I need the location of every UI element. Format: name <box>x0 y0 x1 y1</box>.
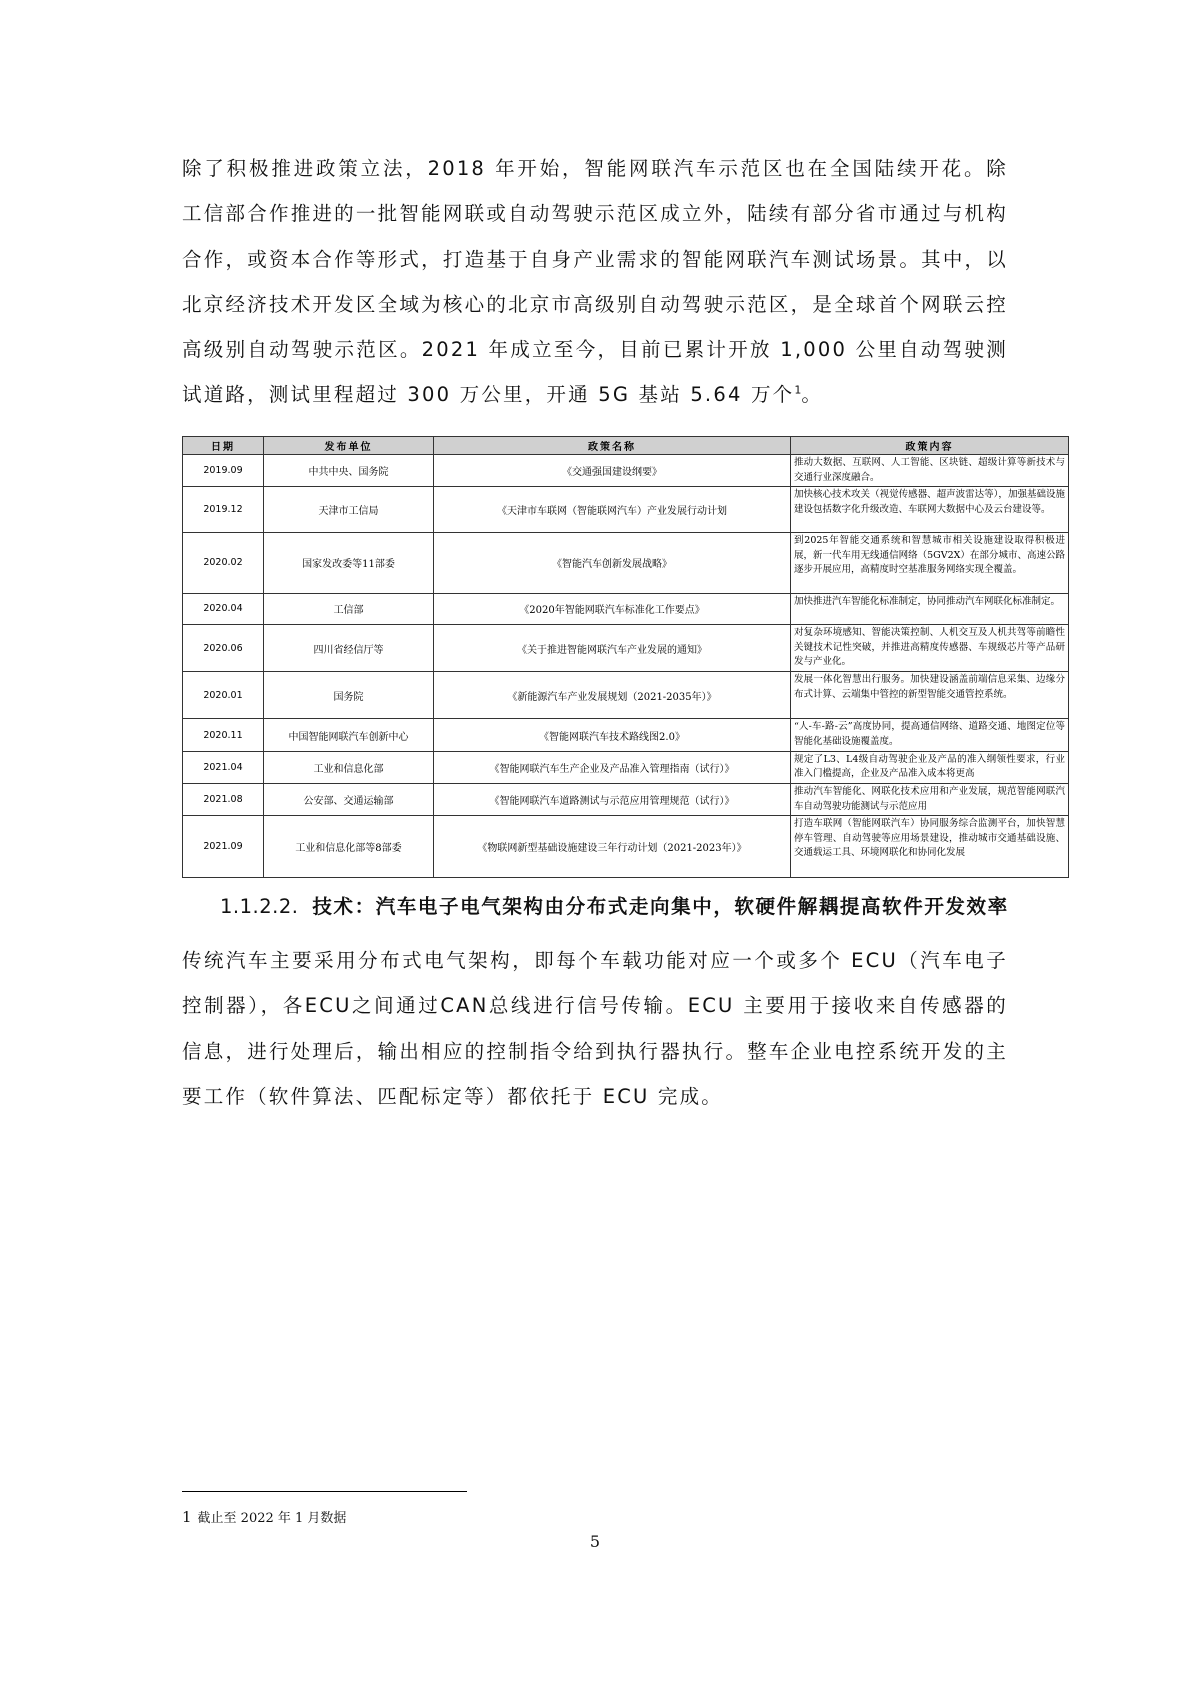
section-number: 1.1.2.2. <box>220 895 299 918</box>
table-row <box>183 719 1069 751</box>
cell-policy-name: 《天津市车联网（智能联网汽车）产业发展行动计划 <box>434 487 791 533</box>
cell-issuer: 公安部、交通运输部 <box>264 784 434 816</box>
cell-policy-name: 《交通强国建设纲要》 <box>434 455 791 487</box>
cell-issuer: 国务院 <box>264 672 434 719</box>
cell-policy-name: 《2020年智能网联汽车标准化工作要点》 <box>434 593 791 624</box>
cell-policy-content: 加快推进汽车智能化标准制定，协同推动汽车网联化标准制定。 <box>791 593 1069 624</box>
table-row <box>183 816 1069 878</box>
footnote-text: 截止至 2022 年 1 月数据 <box>197 1511 347 1526</box>
footnote-number: 1 <box>182 1508 192 1526</box>
intro-paragraph: 除了积极推进政策立法，2018 年开始，智能网联汽车示范区也在全国陆续开花。除工信部合作推进的一批智能网联或自动驾驶示范区成立外，陆续有部分省市通过与机构合作，或资本合作等形式，打造基于自身产业需求的智能网联汽车测试场景。其中，以北京经济技术开发区全域为核心的北京市高级别自动驾驶示范区，是全球首个网联云控高级别自动驾驶示范区。2021 年成立至今，目前已累计开放 1,000 公里自动驾驶测试道路，测试里程超过 300 万公里，开通 5G 基站 5.64 万个$^1$。 <box>182 157 1008 407</box>
table-header-row <box>183 437 1069 455</box>
cell-issuer: 天津市工信局 <box>264 487 434 533</box>
cell-policy-name: 《智能网联汽车生产企业及产品准入管理指南（试行）》 <box>434 751 791 783</box>
cell-policy-content: 到2025年智能交通系统和智慧城市相关设施建设取得积极进展，新一代车用无线通信网络（5GV2X）在部分城市、高速公路逐步开展应用，高精度时空基准服务网络实现全覆盖。 <box>791 533 1069 594</box>
table-row <box>183 751 1069 783</box>
header-policy-content: 政策内容 <box>791 437 1069 455</box>
cell-issuer: 中国智能网联汽车创新中心 <box>264 719 434 751</box>
cell-date: 2021.09 <box>183 816 264 878</box>
cell-policy-content: 规定了L3、L4级自动驾驶企业及产品的准入纲领性要求，行业准入门槛提高，企业及产品准入成本将更高 <box>791 751 1069 783</box>
cell-policy-name: 《智能网联汽车技术路线图2.0》 <box>434 719 791 751</box>
cell-date: 2020.01 <box>183 672 264 719</box>
cell-date: 2019.09 <box>183 455 264 487</box>
cell-policy-name: 《物联网新型基础设施建设三年行动计划（2021-2023年）》 <box>434 816 791 878</box>
section-title: 技术：汽车电子电气架构由分布式走向集中，软硬件解耦提高软件开发效率 <box>312 895 1009 918</box>
footnote <box>182 1507 346 1529</box>
cell-date: 2019.12 <box>183 487 264 533</box>
table-row <box>183 533 1069 594</box>
table-row <box>183 625 1069 672</box>
cell-date: 2020.04 <box>183 593 264 624</box>
cell-policy-name: 《关于推进智能网联汽车产业发展的通知》 <box>434 625 791 672</box>
cell-policy-content: 推动汽车智能化、网联化技术应用和产业发展，规范智能网联汽车自动驾驶功能测试与示范应用 <box>791 784 1069 816</box>
body-paragraph: 传统汽车主要采用分布式电气架构，即每个车载功能对应一个或多个 ECU（汽车电子控制器），各ECU之间通过CAN总线进行信号传输。ECU 主要用于接收来自传感器的信息，进行处理后，输出相应的控制指令给到执行器执行。整车企业电控系统开发的主要工作（软件算法、匹配标定等）都依托于 ECU 完成。 <box>182 949 1008 1108</box>
header-policy-name: 政策名称 <box>434 437 791 455</box>
cell-policy-content: 推动大数据、互联网、人工智能、区块链、超级计算等新技术与交通行业深度融合。 <box>791 455 1069 487</box>
cell-policy-content: 加快核心技术攻关（视觉传感器、超声波雷达等），加强基础设施建设包括数字化升级改造、车联网大数据中心及云台建设等。 <box>791 487 1069 533</box>
cell-policy-name: 《新能源汽车产业发展规划（2021-2035年）》 <box>434 672 791 719</box>
cell-issuer: 工信部 <box>264 593 434 624</box>
cell-date: 2020.06 <box>183 625 264 672</box>
cell-issuer: 中共中央、国务院 <box>264 455 434 487</box>
table-row <box>183 593 1069 624</box>
page-number: 5 <box>589 1532 601 1551</box>
table-row <box>183 672 1069 719</box>
table-row <box>183 487 1069 533</box>
cell-policy-name: 《智能网联汽车道路测试与示范应用管理规范（试行）》 <box>434 784 791 816</box>
section-heading <box>220 893 1009 921</box>
cell-issuer: 四川省经信厅等 <box>264 625 434 672</box>
table-row <box>183 455 1069 487</box>
table-row <box>183 784 1069 816</box>
cell-issuer: 国家发改委等11部委 <box>264 533 434 594</box>
policy-table <box>182 436 1069 878</box>
cell-date: 2020.02 <box>183 533 264 594</box>
cell-policy-name: 《智能汽车创新发展战略》 <box>434 533 791 594</box>
cell-policy-content: 打造车联网（智能网联汽车）协同服务综合监测平台，加快智慧停车管理、自动驾驶等应用场景建设，推动城市交通基础设施、交通载运工具、环境网联化和协同化发展 <box>791 816 1069 878</box>
cell-issuer: 工业和信息化部 <box>264 751 434 783</box>
cell-policy-content: 发展一体化智慧出行服务。加快建设涵盖前端信息采集、边缘分布式计算、云端集中管控的新型智能交通管控系统。 <box>791 672 1069 719</box>
cell-policy-content: “人-车-路-云”高度协同，提高通信网络、道路交通、地图定位等智能化基础设施覆盖度。 <box>791 719 1069 751</box>
header-issuer: 发布单位 <box>264 437 434 455</box>
cell-issuer: 工业和信息化部等8部委 <box>264 816 434 878</box>
cell-policy-content: 对复杂环境感知、智能决策控制、人机交互及人机共驾等前瞻性关键技术记性突破，并推进高精度传感器、车规级芯片等产品研发与产业化。 <box>791 625 1069 672</box>
cell-date: 2021.08 <box>183 784 264 816</box>
cell-date: 2021.04 <box>183 751 264 783</box>
footnote-ref[interactable]: 1 <box>794 383 802 397</box>
footnote-divider <box>182 1491 467 1492</box>
header-date: 日期 <box>183 437 264 455</box>
cell-date: 2020.11 <box>183 719 264 751</box>
